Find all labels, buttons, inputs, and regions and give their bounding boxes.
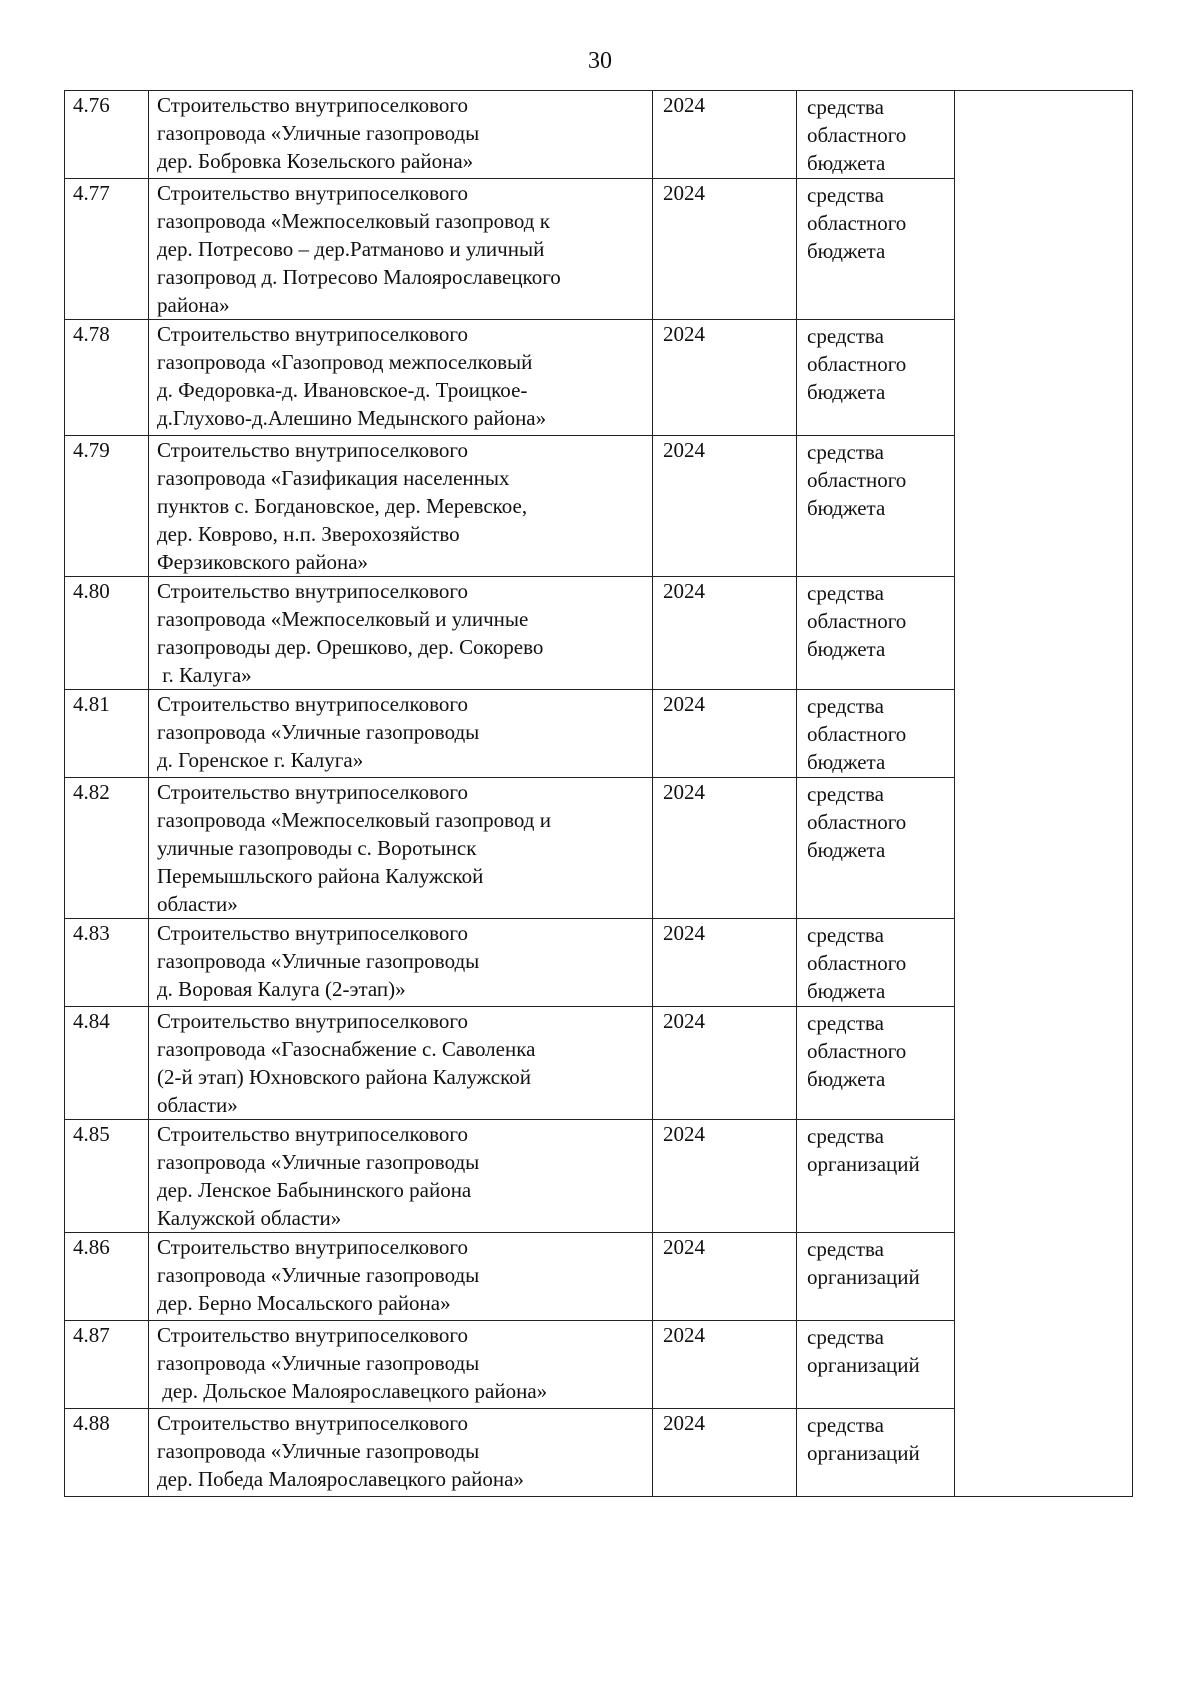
funding-source-line: средства xyxy=(807,1011,885,1035)
row-description xyxy=(149,91,653,179)
row-description xyxy=(149,778,653,919)
page-number: 30 xyxy=(588,48,612,74)
row-funding-source xyxy=(797,91,955,179)
row-funding-source xyxy=(797,179,955,320)
funding-source-line: бюджета xyxy=(807,151,886,175)
row-number: 4.82 xyxy=(65,778,149,919)
description-line: Строительство внутрипоселкового xyxy=(157,921,468,945)
funding-source-line: средства xyxy=(807,440,885,464)
row-description xyxy=(149,320,653,436)
description-line: Строительство внутрипоселкового xyxy=(157,1235,468,1259)
row-empty-cell xyxy=(955,778,1133,919)
row-empty-cell xyxy=(955,690,1133,778)
row-empty-cell xyxy=(955,1233,1133,1321)
row-funding-source xyxy=(797,1120,955,1233)
row-empty-cell xyxy=(955,179,1133,320)
description-line: Строительство внутрипоселкового xyxy=(157,579,468,603)
description-line: дер. Ленское Бабынинского района xyxy=(157,1178,472,1202)
table-body xyxy=(65,91,1133,1497)
funding-source-line: бюджета xyxy=(807,496,886,520)
row-empty-cell xyxy=(955,1120,1133,1233)
description-line: газопровода «Межпоселковый газопровод к xyxy=(157,209,550,233)
funding-source-line: областного xyxy=(807,722,907,746)
row-funding-source xyxy=(797,690,955,778)
description-line: Строительство внутрипоселкового xyxy=(157,322,468,346)
row-funding-source xyxy=(797,1409,955,1497)
table-row xyxy=(65,436,1133,577)
row-funding-source xyxy=(797,1321,955,1409)
row-number: 4.76 xyxy=(65,91,149,179)
row-description xyxy=(149,1007,653,1120)
description-line: дер. Берно Мосальского района» xyxy=(157,1291,451,1315)
description-line: дер. Бобровка Козельского района» xyxy=(157,149,474,173)
description-line: Строительство внутрипоселкового xyxy=(157,181,468,205)
row-year: 2024 xyxy=(653,320,797,436)
description-line: дер. Потресово – дер.Ратманово и уличный xyxy=(157,237,545,261)
funding-source-line: средства xyxy=(807,782,885,806)
funding-source-line: областного xyxy=(807,123,907,147)
row-empty-cell xyxy=(955,919,1133,1007)
row-empty-cell xyxy=(955,577,1133,690)
description-line: г. Калуга» xyxy=(157,663,252,687)
row-year: 2024 xyxy=(653,577,797,690)
funding-source-line: областного xyxy=(807,810,907,834)
row-description xyxy=(149,1120,653,1233)
funding-source-line: средства xyxy=(807,694,885,718)
table-row xyxy=(65,778,1133,919)
description-line: Строительство внутрипоселкового xyxy=(157,1323,468,1347)
description-line: газопровода «Уличные газопроводы xyxy=(157,949,480,973)
description-line: газопровода «Газификация населенных xyxy=(157,466,510,490)
description-line: (2-й этап) Юхновского района Калужской xyxy=(157,1065,531,1089)
funding-source-line: областного xyxy=(807,468,907,492)
description-line: пунктов с. Богдановское, дер. Меревское, xyxy=(157,494,528,518)
description-line: Строительство внутрипоселкового xyxy=(157,780,468,804)
row-empty-cell xyxy=(955,1409,1133,1497)
description-line: района» xyxy=(157,293,230,317)
row-year: 2024 xyxy=(653,1409,797,1497)
description-line: Калужской области» xyxy=(157,1206,342,1230)
row-year: 2024 xyxy=(653,1233,797,1321)
funding-source-line: организаций xyxy=(807,1152,920,1176)
row-number: 4.84 xyxy=(65,1007,149,1120)
row-empty-cell xyxy=(955,1321,1133,1409)
description-line: области» xyxy=(157,1093,238,1117)
description-line: дер. Коврово, н.п. Зверохозяйство xyxy=(157,522,460,546)
funding-source-line: бюджета xyxy=(807,239,886,263)
row-description xyxy=(149,436,653,577)
description-line: газопровода «Уличные газопроводы xyxy=(157,1351,480,1375)
row-year: 2024 xyxy=(653,778,797,919)
description-line: Строительство внутрипоселкового xyxy=(157,1122,468,1146)
funding-source-line: бюджета xyxy=(807,1067,886,1091)
description-line: Строительство внутрипоселкового xyxy=(157,692,468,716)
description-line: Ферзиковского района» xyxy=(157,550,369,574)
description-line: уличные газопроводы с. Воротынск xyxy=(157,836,477,860)
description-line: газопроводы дер. Орешково, дер. Сокорево xyxy=(157,635,544,659)
description-line: газопровода «Уличные газопроводы xyxy=(157,720,480,744)
description-line: дер. Победа Малоярославецкого района» xyxy=(157,1467,524,1491)
funding-source-line: средства xyxy=(807,183,885,207)
row-description xyxy=(149,690,653,778)
funding-source-line: средства xyxy=(807,1124,885,1148)
projects-table xyxy=(64,90,1133,1497)
funding-source-line: организаций xyxy=(807,1265,920,1289)
description-line: д. Федоровка-д. Ивановское-д. Троицкое- xyxy=(157,378,528,402)
row-number: 4.88 xyxy=(65,1409,149,1497)
funding-source-line: бюджета xyxy=(807,838,886,862)
row-number: 4.78 xyxy=(65,320,149,436)
description-line: газопровод д. Потресово Малоярославецкого xyxy=(157,265,561,289)
funding-source-line: средства xyxy=(807,95,885,119)
table-row xyxy=(65,1321,1133,1409)
funding-source-line: организаций xyxy=(807,1353,920,1377)
description-line: области» xyxy=(157,892,238,916)
table-row xyxy=(65,179,1133,320)
row-number: 4.85 xyxy=(65,1120,149,1233)
funding-source-line: областного xyxy=(807,1039,907,1063)
funding-source-line: бюджета xyxy=(807,979,886,1003)
row-year: 2024 xyxy=(653,919,797,1007)
row-empty-cell xyxy=(955,91,1133,179)
table-row xyxy=(65,1120,1133,1233)
row-empty-cell xyxy=(955,436,1133,577)
row-funding-source xyxy=(797,577,955,690)
table-row xyxy=(65,1007,1133,1120)
row-description xyxy=(149,1233,653,1321)
table-row xyxy=(65,919,1133,1007)
funding-source-line: средства xyxy=(807,1413,885,1437)
description-line: д. Воровая Калуга (2-этап)» xyxy=(157,977,406,1001)
row-year: 2024 xyxy=(653,1321,797,1409)
funding-source-line: бюджета xyxy=(807,637,886,661)
row-year: 2024 xyxy=(653,179,797,320)
row-description xyxy=(149,919,653,1007)
row-funding-source xyxy=(797,919,955,1007)
row-funding-source xyxy=(797,436,955,577)
funding-source-line: областного xyxy=(807,609,907,633)
table-row xyxy=(65,577,1133,690)
row-funding-source xyxy=(797,1233,955,1321)
funding-source-line: средства xyxy=(807,581,885,605)
description-line: Строительство внутрипоселкового xyxy=(157,93,468,117)
row-empty-cell xyxy=(955,1007,1133,1120)
table-row xyxy=(65,91,1133,179)
funding-source-line: средства xyxy=(807,324,885,348)
description-line: Строительство внутрипоселкового xyxy=(157,438,468,462)
funding-source-line: средства xyxy=(807,1325,885,1349)
table-row xyxy=(65,690,1133,778)
description-line: газопровода «Газоснабжение с. Саволенка xyxy=(157,1037,536,1061)
description-line: газопровода «Уличные газопроводы xyxy=(157,1439,480,1463)
row-description xyxy=(149,1409,653,1497)
row-number: 4.80 xyxy=(65,577,149,690)
description-line: газопровода «Уличные газопроводы xyxy=(157,1263,480,1287)
row-number: 4.77 xyxy=(65,179,149,320)
description-line: д. Горенское г. Калуга» xyxy=(157,748,364,772)
funding-source-line: средства xyxy=(807,923,885,947)
row-description xyxy=(149,577,653,690)
row-funding-source xyxy=(797,320,955,436)
funding-source-line: бюджета xyxy=(807,750,886,774)
row-number: 4.79 xyxy=(65,436,149,577)
row-number: 4.86 xyxy=(65,1233,149,1321)
row-description xyxy=(149,1321,653,1409)
description-line: газопровода «Газопровод межпоселковый xyxy=(157,350,533,374)
funding-source-line: областного xyxy=(807,352,907,376)
funding-source-line: областного xyxy=(807,211,907,235)
funding-source-line: областного xyxy=(807,951,907,975)
description-line: газопровода «Межпоселковый газопровод и xyxy=(157,808,551,832)
table-row xyxy=(65,1409,1133,1497)
funding-source-line: бюджета xyxy=(807,380,886,404)
description-line: дер. Дольское Малоярославецкого района» xyxy=(157,1379,548,1403)
row-funding-source xyxy=(797,1007,955,1120)
row-description xyxy=(149,179,653,320)
description-line: Строительство внутрипоселкового xyxy=(157,1009,468,1033)
row-year: 2024 xyxy=(653,1120,797,1233)
description-line: д.Глухово-д.Алешино Медынского района» xyxy=(157,406,547,430)
description-line: Перемышльского района Калужской xyxy=(157,864,484,888)
table-row xyxy=(65,1233,1133,1321)
row-empty-cell xyxy=(955,320,1133,436)
description-line: газопровода «Межпоселковый и уличные xyxy=(157,607,529,631)
row-year: 2024 xyxy=(653,1007,797,1120)
row-funding-source xyxy=(797,778,955,919)
row-number: 4.83 xyxy=(65,919,149,1007)
row-year: 2024 xyxy=(653,436,797,577)
funding-source-line: организаций xyxy=(807,1441,920,1465)
description-line: Строительство внутрипоселкового xyxy=(157,1411,468,1435)
row-year: 2024 xyxy=(653,690,797,778)
row-number: 4.87 xyxy=(65,1321,149,1409)
description-line: газопровода «Уличные газопроводы xyxy=(157,121,480,145)
funding-source-line: средства xyxy=(807,1237,885,1261)
row-year: 2024 xyxy=(653,91,797,179)
description-line: газопровода «Уличные газопроводы xyxy=(157,1150,480,1174)
row-number: 4.81 xyxy=(65,690,149,778)
table-row xyxy=(65,320,1133,436)
